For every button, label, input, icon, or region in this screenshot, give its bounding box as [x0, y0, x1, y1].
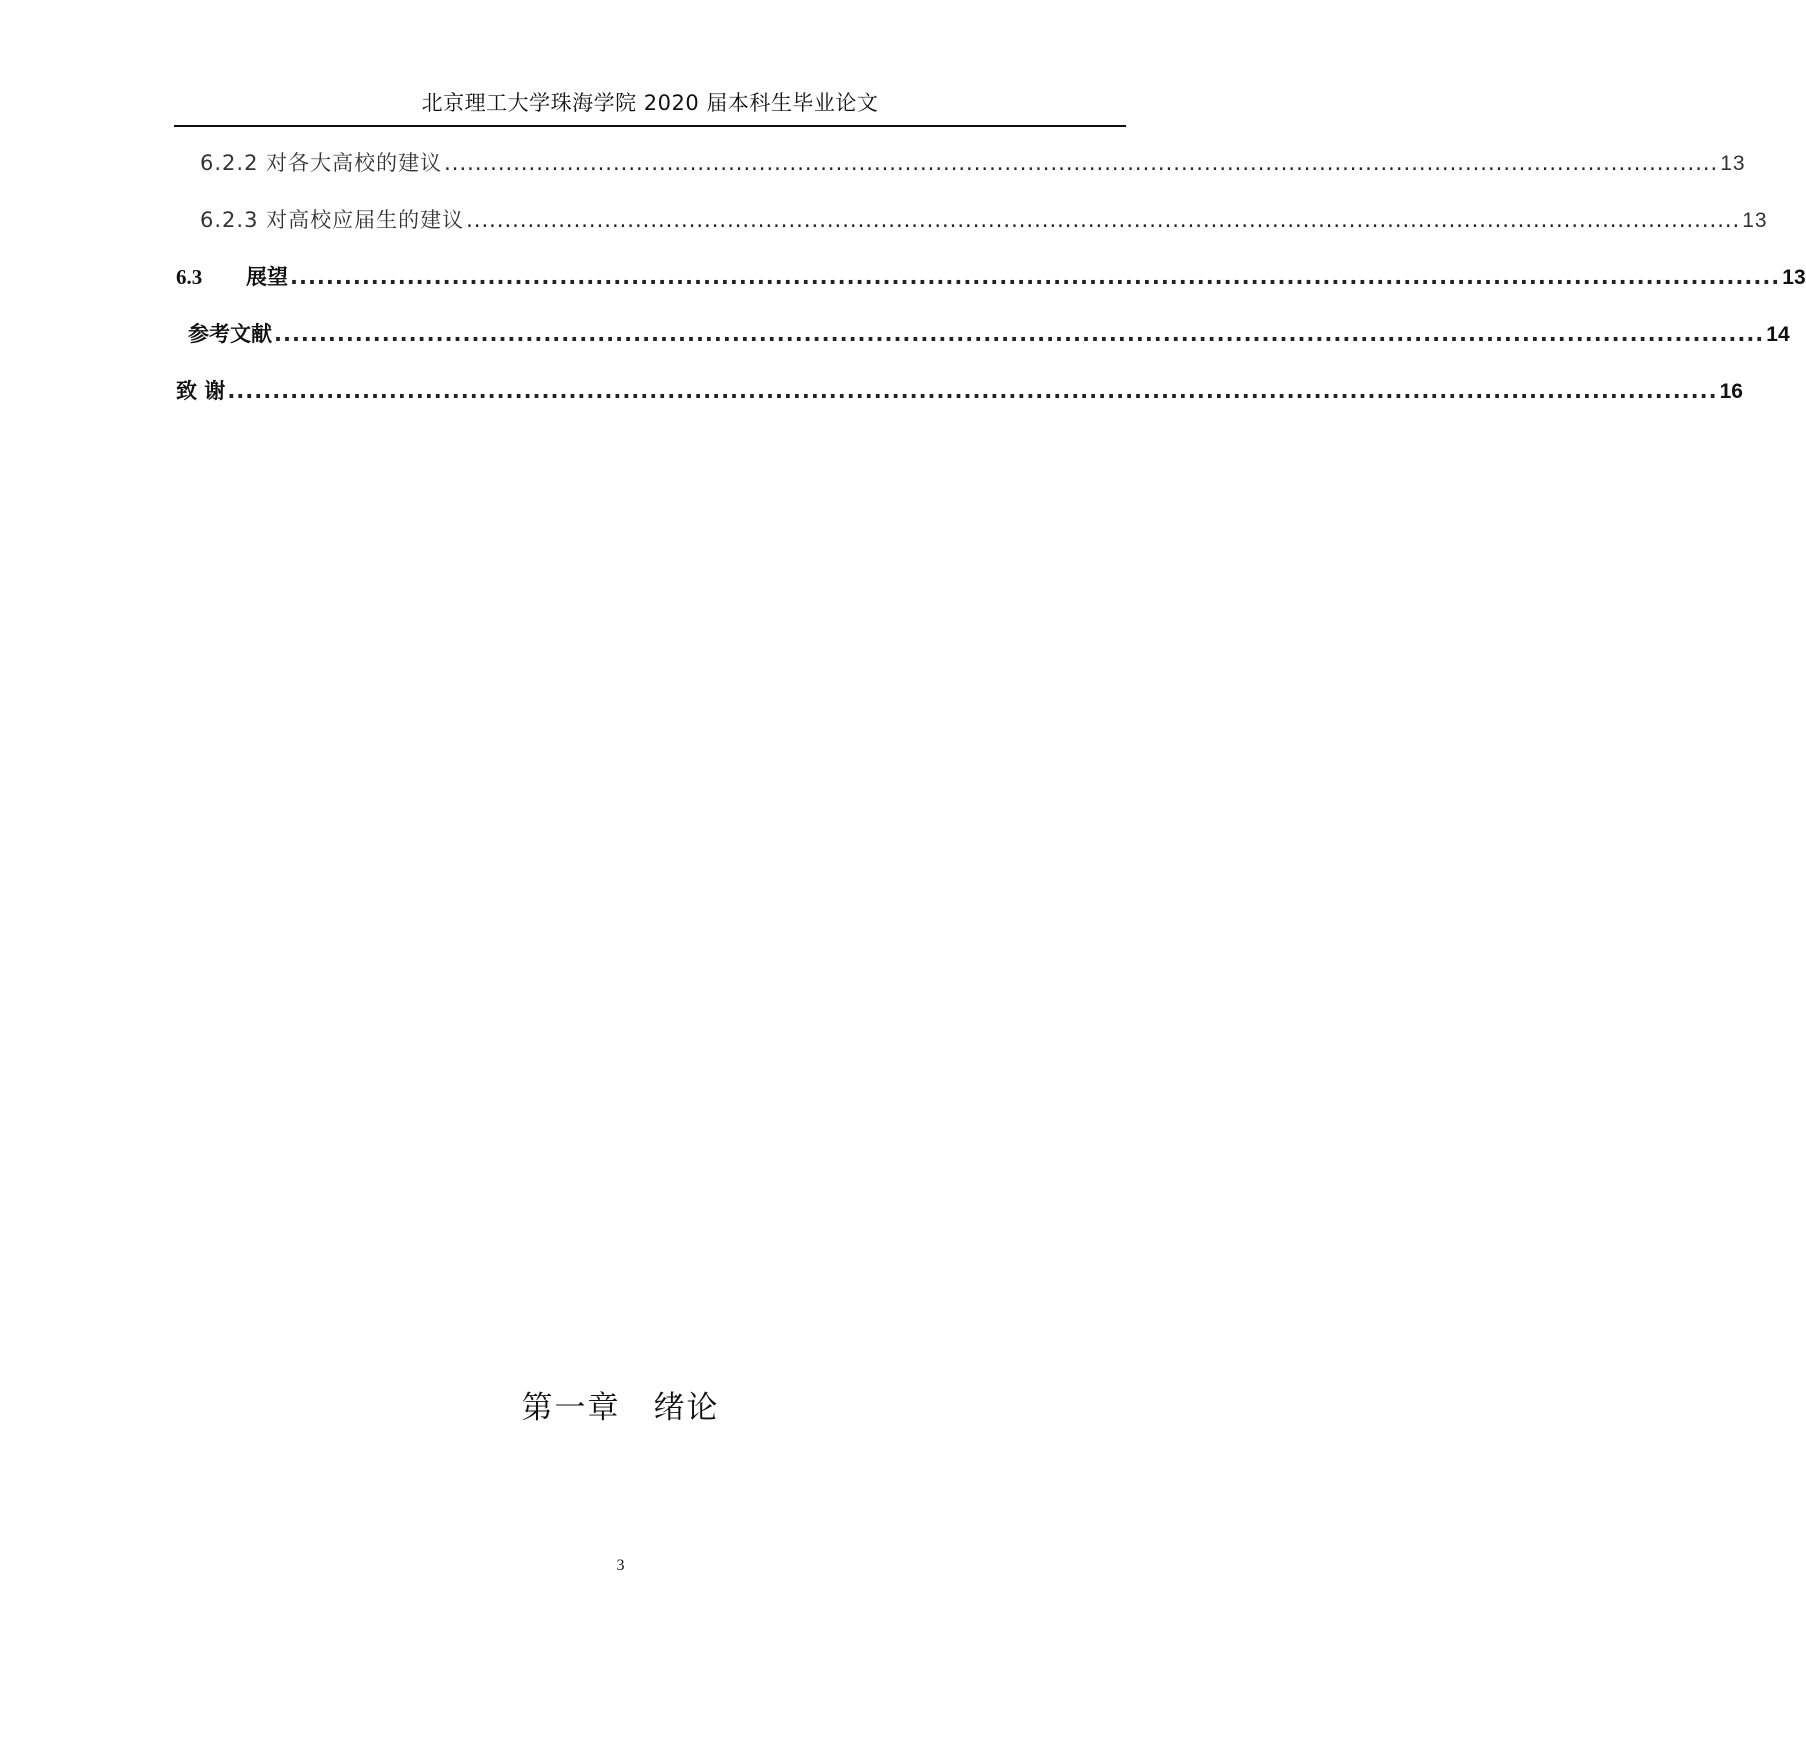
toc-dot-leader: ...................................................................................................................................................................... — [227, 379, 1718, 403]
toc-entry-number: 6.2.3 — [200, 208, 259, 232]
toc-entry-6-3[interactable] — [176, 262, 1806, 293]
toc-entry-references[interactable] — [188, 319, 1790, 350]
toc-entry-title: 对高校应届生的建议 — [266, 208, 465, 232]
toc-entry-acknowledgements[interactable] — [176, 376, 1743, 407]
toc-entry-number: 6.3 — [176, 265, 203, 289]
header-rule — [174, 125, 1126, 127]
toc-entry-title: 展望 — [246, 265, 288, 289]
toc-entry-page: 13 — [1782, 266, 1806, 289]
toc-entry-page: 13 — [1720, 152, 1746, 175]
toc-entry-page: 16 — [1719, 380, 1743, 403]
toc-entry-number: 6.2.2 — [200, 151, 259, 175]
toc-dot-leader: ...................................................................................................................................................................... — [274, 322, 1765, 346]
toc-entry-6-2-3[interactable] — [200, 205, 1768, 236]
toc-dot-leader: ...................................................................................................................................................................... — [466, 208, 1741, 232]
toc-entry-6-2-2[interactable] — [200, 148, 1746, 179]
toc-dot-leader: ...................................................................................................................................................................... — [444, 151, 1719, 175]
toc-dot-leader: ...................................................................................................................................................................... — [290, 265, 1781, 289]
toc-entry-title: 参考文献 — [188, 322, 272, 346]
toc-entry-title: 对各大高校的建议 — [266, 151, 443, 175]
page-number: 3 — [616, 1557, 625, 1574]
running-header: 北京理工大学珠海学院 2020 届本科生毕业论文 — [421, 91, 879, 115]
toc-entry-title: 致 谢 — [176, 379, 226, 403]
chapter-title: 第一章 绪论 — [521, 1390, 720, 1426]
toc-entry-page: 14 — [1766, 323, 1790, 346]
toc-entry-page: 13 — [1742, 209, 1768, 232]
